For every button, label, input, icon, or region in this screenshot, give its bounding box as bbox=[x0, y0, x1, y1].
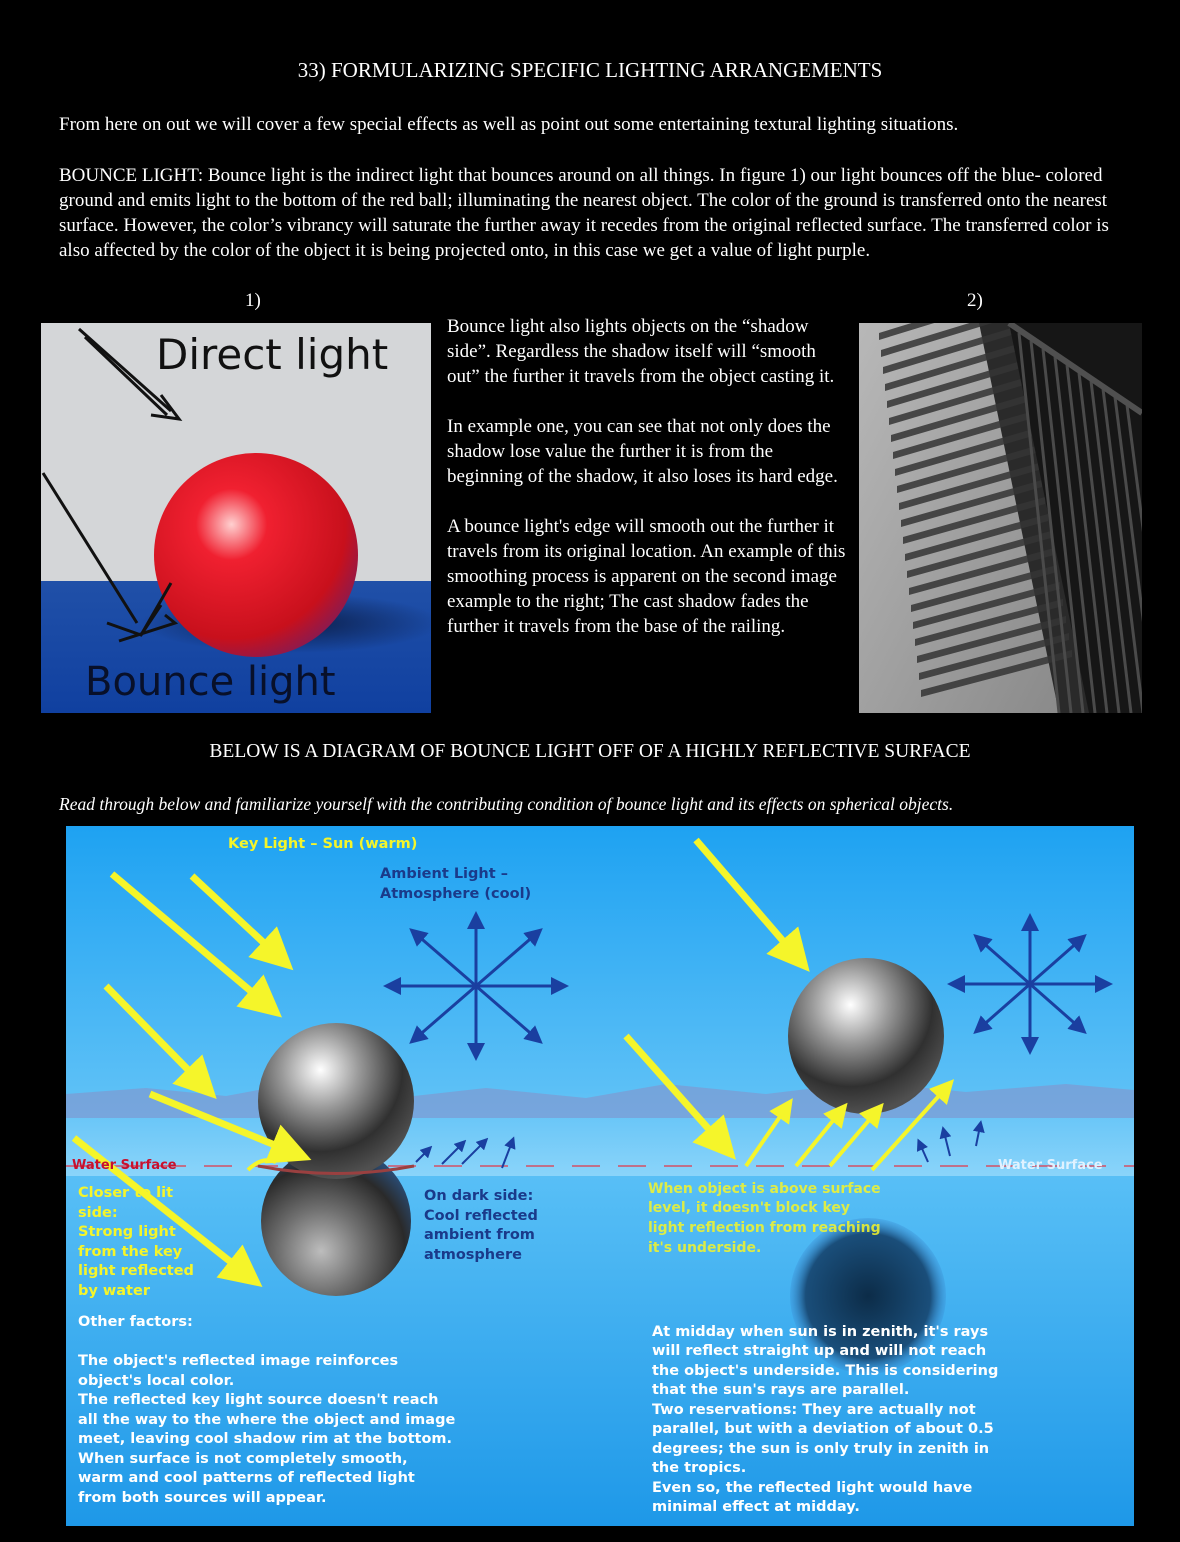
ambient-light-label-2: Atmosphere (cool) bbox=[380, 886, 532, 902]
italic-note: Read through below and familiarize yourself with the contributing condition of bounce light and its effects on spherical objects. bbox=[59, 794, 954, 814]
svg-text:that the sun's rays are parall: that the sun's rays are parallel. bbox=[652, 1382, 910, 1398]
svg-text:all the way to the where the o: all the way to the where the object and image bbox=[78, 1412, 456, 1428]
bounce-light-paragraph: BOUNCE LIGHT: Bounce light is the indirect light that bounces around on all things. In figure 1) our light bounces off the blue- colored ground and emits light to the bottom of the red ball; illuminating the nearest object. The color of the ground is transferred onto the nearest surface. However, the color’s vibrancy will saturate the further away it recedes from the original reflected surface. The transferred color is also affected by the color of the object it is being projected onto, in this case we get a value of light purple. bbox=[59, 165, 1109, 261]
svg-text:The object's reflected image r: The object's reflected image reinforces bbox=[78, 1353, 399, 1369]
figure-1-label: 1) bbox=[245, 290, 261, 311]
svg-text:will reflect straight up and w: will reflect straight up and will not reach bbox=[652, 1343, 987, 1359]
svg-text:parallel, but with a deviation: parallel, but with a deviation of about 0.5 bbox=[652, 1421, 994, 1437]
water-surface-label-right: Water Surface bbox=[998, 1158, 1103, 1173]
svg-text:light reflected: light reflected bbox=[78, 1263, 194, 1279]
figure-1-red-ball-image bbox=[41, 323, 431, 713]
figure-2-label: 2) bbox=[967, 290, 983, 311]
svg-text:atmosphere: atmosphere bbox=[424, 1247, 522, 1263]
bounce-light-label: Bounce light bbox=[85, 659, 336, 705]
svg-text:light reflection from reaching: light reflection from reaching bbox=[648, 1220, 881, 1236]
svg-text:it's underside.: it's underside. bbox=[648, 1240, 762, 1256]
svg-text:from the key: from the key bbox=[78, 1244, 183, 1260]
middle-paragraph-1: Bounce light also lights objects on the “shadow side”. Regardless the shadow itself will “smooth out” the further it travels from the object casting it. bbox=[447, 316, 835, 387]
svg-text:meet, leaving cool shadow rim: meet, leaving cool shadow rim at the bottom. bbox=[78, 1431, 453, 1447]
middle-text-column bbox=[447, 314, 852, 664]
other-factors-heading: Other factors: bbox=[78, 1314, 193, 1330]
svg-text:warm and cool patterns of refl: warm and cool patterns of reflected light bbox=[78, 1470, 415, 1486]
left-sphere bbox=[258, 1023, 414, 1179]
svg-text:the object's underside. This i: the object's underside. This is considering bbox=[652, 1363, 999, 1379]
water-surface-label-left: Water Surface bbox=[72, 1158, 177, 1173]
svg-text:When surface is not completely: When surface is not completely smooth, bbox=[78, 1451, 408, 1467]
svg-text:minimal effect at midday.: minimal effect at midday. bbox=[652, 1499, 860, 1515]
svg-text:At midday when sun is in zenit: At midday when sun is in zenith, it's rays bbox=[652, 1324, 989, 1340]
svg-text:side:: side: bbox=[78, 1205, 118, 1221]
svg-text:On dark side:: On dark side: bbox=[424, 1188, 534, 1204]
svg-text:The reflected key light source: The reflected key light source doesn't reach bbox=[78, 1392, 439, 1408]
svg-text:by water: by water bbox=[78, 1283, 150, 1299]
diagram-heading: BELOW IS A DIAGRAM OF BOUNCE LIGHT OFF OF A HIGHLY REFLECTIVE SURFACE bbox=[209, 741, 971, 762]
svg-text:the tropics.: the tropics. bbox=[652, 1460, 747, 1476]
middle-paragraph-3: A bounce light's edge will smooth out the further it travels from its original location. An example of this smoothing process is apparent on the second image example to the right; The cast shadow fades the further it travels from the base of the railing. bbox=[447, 516, 846, 637]
svg-text:Strong light: Strong light bbox=[78, 1224, 176, 1240]
red-ball bbox=[154, 453, 358, 657]
page-title: 33) FORMULARIZING SPECIFIC LIGHTING ARRANGEMENTS bbox=[297, 58, 883, 82]
figure-2-railing-photo bbox=[859, 323, 1142, 713]
svg-text:object's local color.: object's local color. bbox=[78, 1373, 235, 1389]
direct-light-label: Direct light bbox=[156, 330, 389, 379]
svg-text:When object is above surface: When object is above surface bbox=[648, 1181, 881, 1197]
svg-text:Even so, the reflected light w: Even so, the reflected light would have bbox=[652, 1480, 973, 1496]
svg-text:Cool reflected: Cool reflected bbox=[424, 1208, 538, 1224]
svg-text:from both sources will appear.: from both sources will appear. bbox=[78, 1490, 327, 1506]
ambient-light-label-1: Ambient Light – bbox=[380, 866, 508, 882]
svg-text:Closer to lit: Closer to lit bbox=[78, 1185, 174, 1201]
key-light-label: Key Light – Sun (warm) bbox=[228, 836, 418, 852]
svg-text:ambient from: ambient from bbox=[424, 1227, 535, 1243]
bounce-light-diagram bbox=[66, 826, 1134, 1526]
intro-paragraph: From here on out we will cover a few special effects as well as point out some entertaining textural lighting situations. bbox=[59, 114, 959, 135]
middle-paragraph-2: In example one, you can see that not only does the shadow lose value the further it is from the beginning of the shadow, it also loses its hard edge. bbox=[447, 416, 838, 487]
right-sphere bbox=[788, 958, 944, 1114]
svg-text:degrees; the sun is only truly: degrees; the sun is only truly in zenith in bbox=[652, 1441, 990, 1457]
svg-text:Two reservations: They are act: Two reservations: They are actually not bbox=[652, 1402, 976, 1418]
svg-text:level, it doesn't block key: level, it doesn't block key bbox=[648, 1200, 851, 1216]
